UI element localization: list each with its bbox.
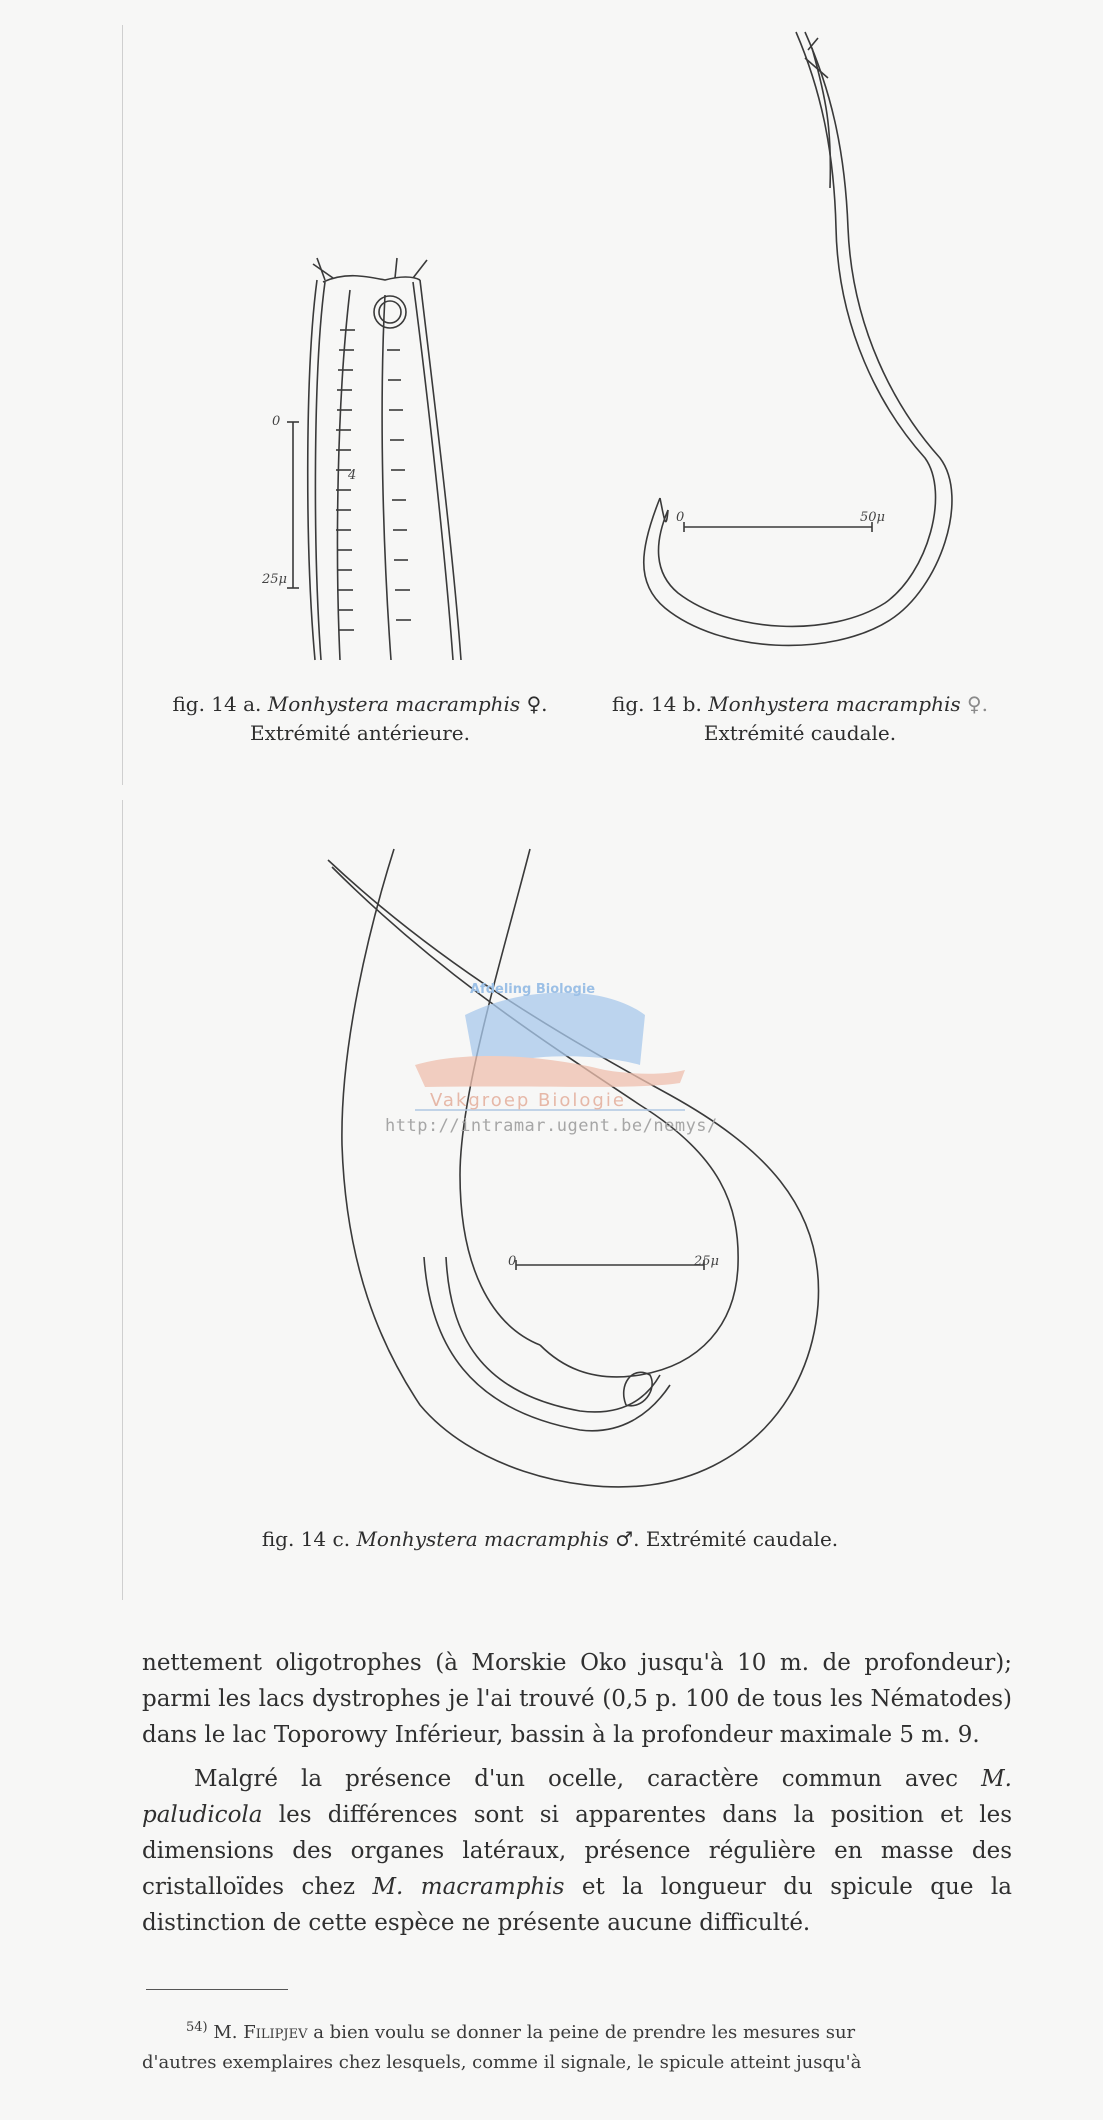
- paragraph-2-species-1: M. paludicola: [142, 1766, 1012, 1828]
- figure-14b-drawing: [640, 28, 960, 648]
- paragraph-2-species-2: M. macramphis: [372, 1874, 565, 1900]
- footnote-number: 54): [186, 2020, 208, 2035]
- paragraph-1: nettement oligotrophes (à Morskie Oko jusqu'à 10 m. de profondeur); parmi les lacs dystrophes je l'ai trouvé (0,5 p. 100 de tous les Nématodes) dans le lac Toporowy Inférieur, bassin à la profondeur maximale 5 m. 9.: [142, 1650, 1012, 1748]
- caption-fig14c-species: Monhystera macramphis: [356, 1527, 609, 1551]
- caption-fig14a-sex: ♀.: [526, 692, 548, 716]
- footnote-rule: [146, 1989, 288, 1990]
- watermark-arc-text: Afdeling Biologie: [470, 982, 596, 997]
- fig14b-tail-tip: [660, 498, 668, 522]
- fig14b-scale-left-label: 0: [676, 510, 685, 525]
- fig14c-spicule-outer: [424, 1257, 670, 1431]
- fig14a-amphid-inner: [379, 301, 401, 323]
- paragraph-2-part-b: les différences sont si apparentes dans la position et les dimensions des organes latéraux, présence régulière en masse des cristalloïdes chez: [142, 1802, 1012, 1900]
- footnote-author-prefix: M.: [213, 2022, 238, 2043]
- body-text: [142, 1645, 1012, 1941]
- fig14a-head-cap: [323, 276, 420, 282]
- fig14b-outline-inner: [659, 32, 936, 626]
- watermark-name: Vakgroep Biologie: [430, 1090, 626, 1111]
- fig14b-gut: [812, 48, 830, 188]
- caption-fig14a-part: Extrémité antérieure.: [249, 721, 470, 745]
- fig14c-scale-left-label: 0: [508, 1254, 517, 1269]
- margin-rule-bottom: [122, 800, 123, 1600]
- caption-fig14b-number: fig. 14 b.: [612, 692, 702, 716]
- fig14a-seta-right2: [395, 258, 397, 278]
- fig14a-scale-bottom-label: 25μ: [262, 572, 287, 587]
- paragraph-2-part-a: Malgré la présence d'un ocelle, caractère commun avec: [194, 1766, 982, 1792]
- caption-fig14b-sex: ♀.: [967, 692, 988, 716]
- caption-fig14a-species: Monhystera macramphis: [267, 692, 521, 716]
- fig14c-cloaca: [624, 1372, 652, 1405]
- fig14b-scale-right-label: 50μ: [860, 510, 885, 525]
- fig14a-body-outline-right: [420, 280, 461, 660]
- fig14c-scale-right-label: 25μ: [694, 1254, 719, 1269]
- caption-fig14c-sex: ♂.: [615, 1527, 640, 1551]
- fig14a-inner-label: 4: [348, 468, 357, 483]
- fig14a-body-outline-left-inner: [315, 282, 325, 660]
- paragraph-2-part-c: et la longueur du spicule que la distinction de cette espèce ne présente aucune difficulté.: [142, 1874, 1012, 1936]
- footnote-text-2: d'autres exemplaires chez lesquels, comme il signale, le spicule atteint jusqu'à: [142, 2052, 862, 2073]
- caption-fig14b-part: Extrémité caudale.: [703, 721, 897, 745]
- fig14a-scale-top-label: 0: [272, 414, 281, 429]
- footnote: [142, 2013, 1012, 2078]
- caption-fig14c-number: fig. 14 c.: [261, 1527, 351, 1551]
- caption-fig14b: [590, 690, 1010, 748]
- paragraph-2: [142, 1761, 1012, 1941]
- margin-rule-top: [122, 25, 123, 785]
- fig14a-seta-right: [413, 260, 427, 278]
- caption-fig14b-species: Monhystera macramphis: [708, 692, 961, 716]
- watermark-url: http://intramar.ugent.be/nemys/: [385, 1116, 718, 1136]
- footnote-author: Filipjev: [243, 2022, 308, 2043]
- fig14b-outline-outer: [644, 32, 952, 645]
- caption-fig14a: [150, 690, 570, 748]
- caption-fig14c: [200, 1525, 900, 1554]
- caption-fig14c-part: Extrémité caudale.: [645, 1527, 839, 1551]
- figure-14a-drawing: [255, 250, 485, 670]
- fig14a-body-outline-right-inner: [413, 282, 453, 660]
- fig14c-outline-outer: [328, 849, 819, 1487]
- caption-fig14a-number: fig. 14 a.: [172, 692, 262, 716]
- footnote-text-1: a bien voulu se donner la peine de prendre les mesures sur: [307, 2022, 856, 2043]
- watermark-wave-red: [415, 1056, 685, 1087]
- figure-14c-drawing: [320, 845, 840, 1505]
